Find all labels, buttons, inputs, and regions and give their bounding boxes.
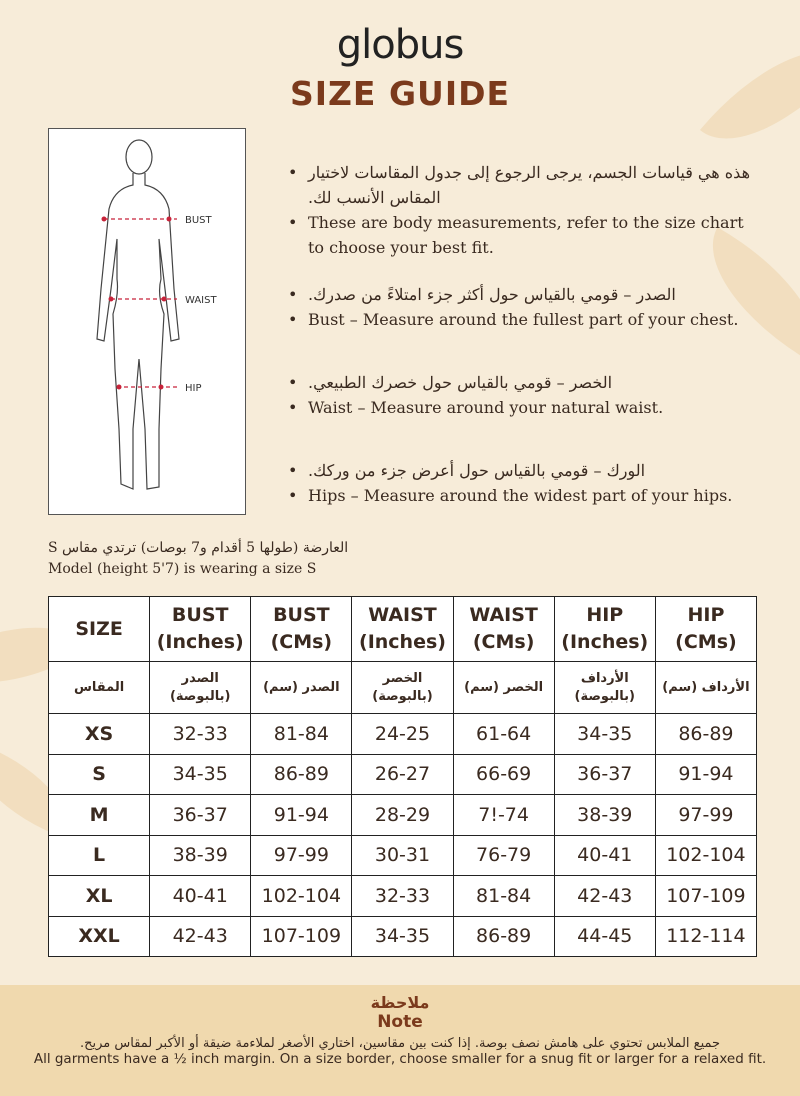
measurement-cell: 7!-74: [453, 795, 554, 836]
measurement-cell: 38-39: [150, 835, 251, 876]
size-cell: XS: [49, 714, 150, 755]
column-header-text: BUST: [273, 604, 330, 626]
measurement-cell: 102-104: [655, 835, 756, 876]
column-header-text: WAIST: [368, 604, 437, 626]
waist-instruction-ar: • الخصر – قومي بالقياس حول خصرك الطبيعي.: [288, 370, 758, 395]
measurement-cell: 26-27: [352, 754, 453, 795]
column-header-text: HIP: [586, 604, 624, 626]
column-header-text: SIZE: [75, 617, 123, 640]
measurement-cell: 86-89: [453, 916, 554, 957]
column-header-ar: المقاس: [49, 662, 150, 714]
bust-instruction-ar: • الصدر – قومي بالقياس حول أكثر جزء امتلاءً من صدرك.: [288, 282, 758, 307]
column-header: [453, 597, 554, 662]
measurement-cell: 36-37: [554, 754, 655, 795]
column-header-text: (Inches): [359, 631, 446, 653]
measurement-cell: 112-114: [655, 916, 756, 957]
note-title-ar: ملاحظة: [370, 993, 430, 1012]
model-info: [48, 538, 348, 580]
column-header-text: (CMs): [675, 631, 737, 653]
column-header-ar: الخصر (سم): [453, 662, 554, 714]
column-header: [655, 597, 756, 662]
table-row: [49, 876, 757, 917]
header-row-arabic: [49, 662, 757, 714]
hip-instruction-en: • Hips – Measure around the widest part of your hips.: [288, 483, 758, 508]
measurement-cell: 86-89: [655, 714, 756, 755]
column-header-text: (CMs): [270, 631, 333, 653]
hip-instruction-ar: • الورك – قومي بالقياس حول أعرض جزء من وركك.: [288, 458, 758, 483]
note-section: [0, 985, 800, 1096]
instruction-ar: • هذه هي قياسات الجسم، يرجى الرجوع إلى جدول المقاسات لاختيار المقاس الأنسب لك.: [288, 160, 758, 210]
column-header-ar: الأرداف (بالبوصة): [554, 662, 655, 714]
measurement-cell: 40-41: [554, 835, 655, 876]
column-header-text: (Inches): [156, 631, 244, 653]
measurement-cell: 91-94: [655, 754, 756, 795]
measurement-cell: 97-99: [655, 795, 756, 836]
measurement-cell: 44-45: [554, 916, 655, 957]
measurement-cell: 107-109: [655, 876, 756, 917]
measurement-cell: 91-94: [251, 795, 352, 836]
column-header: [352, 597, 453, 662]
size-cell: M: [49, 795, 150, 836]
column-header-text: HIP: [687, 604, 725, 626]
bust-instruction-en: • Bust – Measure around the fullest part of your chest.: [288, 307, 758, 332]
measurement-cell: 34-35: [554, 714, 655, 755]
model-info-ar: العارضة (طولها 5 أقدام و7 بوصات) ترتدي مقاس S: [48, 540, 349, 556]
column-header: [554, 597, 655, 662]
measurement-cell: 42-43: [554, 876, 655, 917]
column-header-ar: الصدر (سم): [251, 662, 352, 714]
page-title: SIZE GUIDE: [289, 74, 511, 113]
waist-instruction-en: • Waist – Measure around your natural waist.: [288, 395, 758, 420]
column-header-ar: الخصر (بالبوصة): [352, 662, 453, 714]
size-cell: L: [49, 835, 150, 876]
measurement-cell: 81-84: [251, 714, 352, 755]
table-row: [49, 916, 757, 957]
measurement-cell: 32-33: [352, 876, 453, 917]
column-header-ar: الأرداف (سم): [655, 662, 756, 714]
column-header: [49, 597, 150, 662]
measurement-cell: 28-29: [352, 795, 453, 836]
instruction-en: • These are body measurements, refer to the size chart to choose your best fit.: [288, 210, 758, 260]
measurement-cell: 81-84: [453, 876, 554, 917]
column-header-text: WAIST: [469, 604, 538, 626]
measurement-cell: 38-39: [554, 795, 655, 836]
measurement-cell: 24-25: [352, 714, 453, 755]
bust-label: BUST: [185, 215, 212, 226]
column-header-ar: الصدر (بالبوصة): [150, 662, 251, 714]
column-header-text: (CMs): [472, 631, 535, 653]
model-info-en: Model (height 5'7) is wearing a size S: [48, 561, 317, 577]
column-header: [150, 597, 251, 662]
column-header-text: (Inches): [561, 631, 649, 653]
body-measurement-figure: [48, 128, 246, 515]
measurement-cell: 61-64: [453, 714, 554, 755]
measurement-cell: 34-35: [150, 754, 251, 795]
measurement-cell: 40-41: [150, 876, 251, 917]
brand-logo: globus: [336, 22, 464, 68]
measurement-cell: 86-89: [251, 754, 352, 795]
size-cell: XL: [49, 876, 150, 917]
measurement-instructions: [288, 160, 758, 536]
table-row: [49, 835, 757, 876]
size-chart-table: [48, 596, 757, 957]
measurement-cell: 34-35: [352, 916, 453, 957]
waist-label: WAIST: [185, 295, 217, 306]
column-header-text: BUST: [171, 604, 229, 626]
note-title-en: Note: [377, 1012, 423, 1032]
measurement-cell: 66-69: [453, 754, 554, 795]
column-header: [251, 597, 352, 662]
table-row: [49, 714, 757, 755]
measurement-cell: 76-79: [453, 835, 554, 876]
measurement-cell: 36-37: [150, 795, 251, 836]
measurement-cell: 32-33: [150, 714, 251, 755]
measurement-cell: 107-109: [251, 916, 352, 957]
note-text-ar: جميع الملابس تحتوي على هامش نصف بوصة. إذا كنت بين مقاسين، اختاري الأصغر لملاءمة ضيقة أو الأكبر لمقاس مريح.: [79, 1036, 721, 1051]
measurement-cell: 30-31: [352, 835, 453, 876]
header-row: [49, 597, 757, 662]
table-row: [49, 795, 757, 836]
table-row: [49, 754, 757, 795]
size-cell: XXL: [49, 916, 150, 957]
size-cell: S: [49, 754, 150, 795]
measurement-cell: 102-104: [251, 876, 352, 917]
hip-label: HIP: [185, 383, 202, 394]
measurement-cell: 42-43: [150, 916, 251, 957]
measurement-cell: 97-99: [251, 835, 352, 876]
note-text-en: All garments have a ½ inch margin. On a size border, choose smaller for a snug fit or larger for a relaxed fit.: [33, 1051, 767, 1067]
